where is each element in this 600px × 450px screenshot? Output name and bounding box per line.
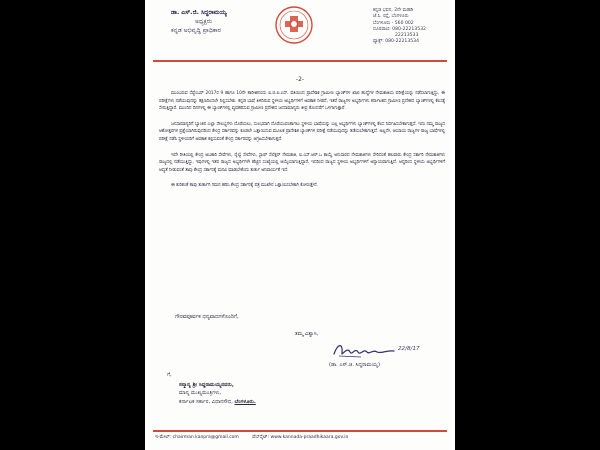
page-number: -2- (295, 76, 305, 83)
signature-date: 22/8/17 (398, 346, 420, 352)
closing-line: ಗೌರವಪೂರ್ವಕ ಧನ್ಯವಾದಗಳೊಂದಿಗೆ, (175, 314, 239, 320)
signature-icon (331, 339, 397, 361)
regards-line: ತಮ್ಮ ವಿಶ್ವಾಸಿ, (295, 331, 319, 337)
recipient-block (179, 381, 256, 406)
body-paragraph: ಇದೇ ರೀತಿಯಲ್ಲಿ ಕೇಂದ್ರ ಅಬಕಾರಿ ಸೇವೆಗಳು, ರೈಲ್ವೆ ಸೇವೆಗಳು, ಸ್ಟಾಫ್ ಸೆಲೆಕ್ಷನ್ ನೇಮಕಾತಿ, ಐ.ಎಸ್.ಆರ್.ಒ ಕಾಯ್ದೆ ಅನುಸಾರದ ನೇಮಕಾತಿಗಳು ಸೇರಿದಂತೆ ಹಲವಾರು ಕೇಂದ್ರ ಸರ್ಕಾರಿ ನೇಮಕಾತಿಗಳು ರಾಜ್ಯದಲ್ಲಿ ನಡೆಯುತ್ತಿದ್ದು, ಇವುಗಳಲ್ಲಿ ಇತರ ರಾಜ್ಯದ ಅಭ್ಯರ್ಥಿಗಳೇ ಹೆಚ್ಚಿನ ಸಂಖ್ಯೆಯಲ್ಲಿ ಆಯ್ಕೆಯಾಗುತ್ತಿದ್ದಾರೆ. ಇದರಿಂದ ರಾಜ್ಯದ ಸ್ಥಳೀಯ ಅಭ್ಯರ್ಥಿಗಳಿಗೆ ಅನ್ಯಾಯವಾಗುತ್ತಿದೆ. ಆದ್ದರಿಂದ ಸ್ಥಳೀಯ ಅಭ್ಯರ್ಥಿಗಳಿಗೆ ಆದ್ಯತೆ ನೀಡುವಂತೆ ತಾವು ಕೇಂದ್ರ ಸರ್ಕಾರಕ್ಕೆ ಮನವಿ ಮಾಡಬೇಕೆಂದು ತುರ್ತು ಅನಿವಾರ್ಯತೆ ಇದೆ. (159, 152, 445, 173)
website-label: ವೆಬ್‌ಸೈಟ್: (252, 435, 270, 440)
email-link[interactable]: chairman.kanpra@gmail.com (172, 435, 239, 440)
address-line: ಕನ್ನಡ ಭವನ, 2ನೇ ಮಹಡಿ (373, 8, 414, 13)
address-line: 22213533 (395, 33, 419, 39)
email-label: ಇ-ಮೇಲ್: (155, 435, 172, 440)
letter-page (145, 0, 455, 450)
address-line: ಫ್ಯಾಕ್ಸ್: 080-22213534 (373, 39, 420, 45)
footer (155, 434, 449, 440)
recipient-address-prefix: ಕರ್ನಾಟಕ ಸರ್ಕಾರ, ವಿಧಾನಸೌಧ, (179, 398, 233, 405)
sender-org: ಕನ್ನಡ ಅಭಿವೃದ್ಧಿ ಪ್ರಾಧಿಕಾರ (171, 27, 221, 34)
recipient-title: ಮಾನ್ಯ ಮುಖ್ಯಮಂತ್ರಿಗಳು, (179, 390, 222, 397)
recipient-name: ಸನ್ಮಾನ್ಯ ಶ್ರೀ ಸಿದ್ಧರಾಮಯ್ಯನವರು, (179, 382, 234, 388)
address-block (373, 8, 445, 46)
recipient-address (179, 398, 256, 406)
website-link[interactable]: www.kannada-praadhikaara.gov.in (270, 435, 349, 440)
recipient-city: ಬೆಂಗಳೂರು. (234, 398, 256, 405)
body-paragraph: ಈ ಕುರಿತಂತೆ ತಾವು ತುರ್ತಾಗಿ ಗಮನ ಹರಿಸಿ ಕೇಂದ್ರ ಸರ್ಕಾರಕ್ಕೆ ಪತ್ರ ಮುಖೇನ ಒತ್ತಾಯಿಸಬೇಕಾಗಿ ಕೋರುತ್ತೇನೆ. (171, 183, 318, 189)
footer-divider (153, 430, 447, 432)
sender-title: ಅಧ್ಯಕ್ಷರು (195, 18, 212, 25)
sender-block (171, 8, 227, 35)
sender-name: ಡಾ. ಎಸ್.ಜಿ. ಸಿದ್ಧರಾಮಯ್ಯ (171, 9, 227, 16)
letter-body (159, 90, 445, 198)
to-label: ಗೆ, (167, 372, 172, 378)
address-line: ಬೆಂಗಳೂರು - 560 002 (373, 20, 414, 26)
body-paragraph: ಜನಸಾಮಾನ್ಯರಿಗೆ ಬ್ಯಾಂಕಿನ ಎಲ್ಲಾ ಸೌಲಭ್ಯಗಳು ದೊರೆಯಲು, ಸುಲಭವಾಗಿ ದೊರೆಯುವಂತಾಗಲು ಸ್ಥಳೀಯ ಭಾಷೆಯನ್ನು ಬಲ್ಲ ಅಭ್ಯರ್ಥಿಗಳು ಬ್ಯಾಂಕ್‌ಗಳಲ್ಲಿ ಕೆಲಸ ನಿರ್ವಹಿಸಬೇಕಾಗುತ್ತದೆ. ಇದು ನಮ್ಮ ರಾಜ್ಯದ ಆಶೋತ್ತರಗಳ ಪ್ರಶ್ನೆಯಾಗಿರುವುದರಿಂದ ಕೇಂದ್ರ ಸರ್ಕಾರವನ್ನು ಕೂಡಲೇ ಒತ್ತಾಯಿಸುವ ಮೂಲಕ ಪ್ರಾದೇಶಿಕ ಬ್ಯಾಂಕ್‌ಗಳ ಪರೀಕ್ಷೆ ನಡೆಯುವುದನ್ನು ತಡೆಯಬೇಕಾಗುತ್ತದೆ. ಅಲ್ಲದೇ, ಆಯಾಯ ರಾಜ್ಯಗಳ ರಾಜ್ಯ ಭಾಷೆಗಳಲ್ಲಿ ಪರೀಕ್ಷೆ ನಡೆಸಿ ಸ್ಥಳೀಯರಿಗೆ ಅವಕಾಶ ಕಲ್ಪಿಸುವಂತೆ ಕೇಂದ್ರ ಸರ್ಕಾರವನ್ನು ಆಗ್ರಹಿಸಬೇಕಾಗುತ್ತದೆ. (159, 121, 445, 142)
emblem-seal-icon (273, 4, 315, 46)
signatory-name: (ಡಾ. ಎಸ್.ಜಿ. ಸಿದ್ಧರಾಮಯ್ಯ) (329, 362, 380, 368)
body-paragraph: ಮುಂಬರುವ ಸೆಪ್ಟೆಂಬರ್ 2017ರ 9 ಹಾಗೂ 10ನೇ ತಾರೀಖಿನಂದು ಐ.ಬಿ.ಪಿ.ಎಸ್. ವತಿಯಿಂದ ಪ್ರಾದೇಶಿಕ ಗ್ರಾಮೀಣ ಬ್ಯಾಂಕ್‌ಗಳ ಖಾಲಿ ಹುದ್ದೆಗಳ ನೇಮಕಾತಿಯ ಪರೀಕ್ಷೆಯನ್ನು ನಡೆಸಲಾಗುತ್ತಿದ್ದು, ಈ ಪರೀಕ್ಷೆಗಳು ನಡೆಯುವುದನ್ನು ತಕ್ಷಣದಿಂದಲೇ ನಿಲ್ಲಿಸಬೇಕು. ಕನ್ನಡ ಭಾಷೆ ತಿಳಿದಿರುವ ಸ್ಥಳೀಯ ಅಭ್ಯರ್ಥಿಗಳಿಗೆ ಅವಕಾಶ ನೀಡದೆ, ಇತರೆ ರಾಜ್ಯಗಳ ಅಭ್ಯರ್ಥಿಗಳು ಕರ್ನಾಟಕದ ಗ್ರಾಮೀಣ ಪ್ರದೇಶದ ಬ್ಯಾಂಕ್‌ಗಳಲ್ಲಿ ಕೆಲಸಕ್ಕೆ ಸೇರುತ್ತಿದ್ದಾರೆ. ಮುಂದಿನ ದಿನಗಳಲ್ಲಿ ಈ ಬ್ಯಾಂಕ್‌ಗಳಲ್ಲಿ ವ್ಯವಹರಿಸುವ ಗ್ರಾಮೀಣ ಪ್ರದೇಶದ ಜನಸಾಮಾನ್ಯರು ತೀವ್ರ ತೊಂದರೆಗೆ ಒಳಗಾಗುತ್ತಾರೆ. (159, 91, 445, 112)
header-divider (153, 60, 447, 62)
address-line: ದೂರವಾಣಿ: 080-22213532 (373, 26, 426, 32)
address-line: ಜೆ.ಸಿ. ರಸ್ತೆ, ಬೆಂಗಳೂರು (373, 14, 409, 20)
